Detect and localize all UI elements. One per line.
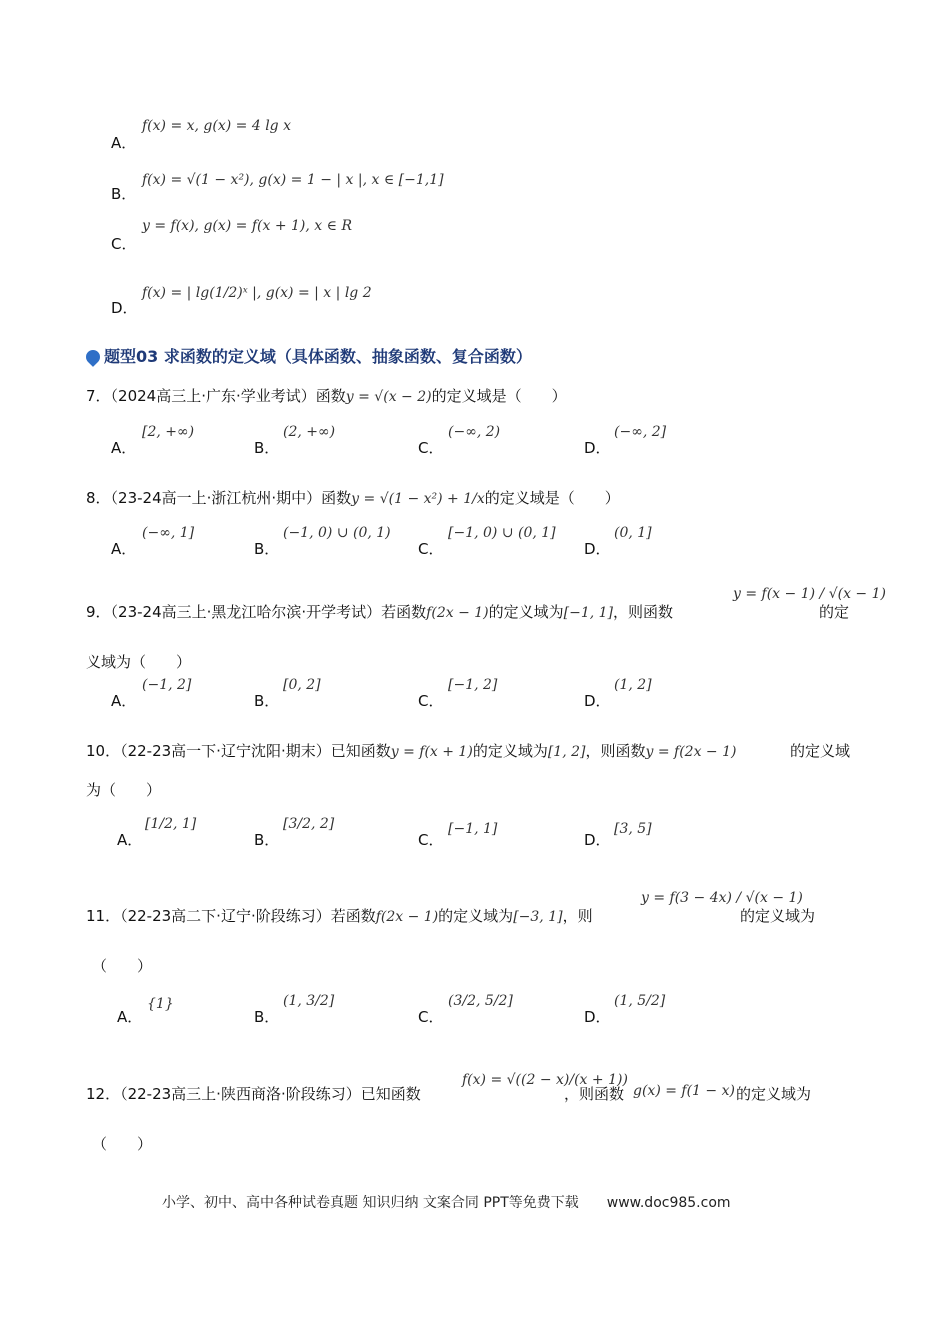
- option-math: (−1, 0) ∪ (0, 1): [283, 525, 391, 541]
- option-label: D．: [111, 299, 138, 317]
- option-math: (−∞, 2): [448, 424, 501, 440]
- question-stem: [86, 905, 593, 926]
- option-label: D．: [584, 1008, 611, 1026]
- option-label: C．: [418, 692, 444, 710]
- question-tail: 的定义域是（ ）: [484, 489, 620, 507]
- option-label: D．: [584, 540, 611, 558]
- question-tail: 的定义域: [790, 742, 851, 760]
- question-continued: 为（ ）: [86, 781, 162, 799]
- question-number: 10．: [86, 742, 121, 760]
- question-tail: 的定义域为: [736, 1085, 812, 1103]
- question-math: f(2x − 1): [375, 909, 439, 925]
- option-label: D．: [584, 692, 611, 710]
- option-label: C．: [418, 540, 444, 558]
- question-math: y = f(2x − 1): [645, 744, 737, 760]
- option-label: B．: [254, 1008, 280, 1026]
- option-math: (−1, 2]: [142, 677, 192, 693]
- section-title: 求函数的定义域（具体函数、抽象函数、复合函数）: [163, 347, 532, 366]
- question-math: y = f(x − 1) / √(x − 1): [733, 586, 886, 602]
- question-source: （22-23高三上·陕西商洛·阶段练习）已知函数: [120, 1085, 421, 1103]
- question-stem: [86, 740, 736, 761]
- question-stem: [86, 601, 673, 622]
- question-source: （2024高三上·广东·学业考试）函数: [110, 387, 346, 405]
- question-number: 7．: [86, 387, 111, 405]
- option-label: B．: [254, 540, 280, 558]
- option-label: A．: [111, 134, 137, 152]
- option-math: (0, 1]: [614, 525, 652, 541]
- option-label: A．: [117, 1008, 143, 1026]
- option-label: C．: [418, 1008, 444, 1026]
- option-math: y = f(x), g(x) = f(x + 1), x ∈ R: [142, 218, 352, 234]
- option-math: [3, 5]: [614, 821, 652, 837]
- question-number: 8．: [86, 489, 111, 507]
- section-number: 03: [136, 347, 159, 366]
- option-math: (1, 3/2]: [283, 993, 335, 1009]
- question-mid: ，则函数: [613, 603, 674, 621]
- question-math: y = √(1 − x²) + 1/x: [351, 491, 485, 507]
- question-stem: [86, 487, 620, 508]
- option-math: [2, +∞): [142, 424, 195, 440]
- section-heading: [86, 344, 532, 367]
- question-source: （23-24高一上·浙江杭州·期中）函数: [110, 489, 352, 507]
- option-math: {1}: [147, 996, 174, 1012]
- option-math: (−∞, 2]: [614, 424, 667, 440]
- option-label: B．: [254, 439, 280, 457]
- option-label: C．: [418, 439, 444, 457]
- option-label: C．: [111, 235, 137, 253]
- option-math: [−1, 0) ∪ (0, 1]: [448, 525, 556, 541]
- question-math: y = f(3 − 4x) / √(x − 1): [641, 890, 803, 906]
- question-stem: [86, 1083, 421, 1104]
- question-math: g(x) = f(1 − x): [633, 1083, 735, 1099]
- option-label: A．: [111, 692, 137, 710]
- option-label: B．: [111, 185, 137, 203]
- option-math: (2, +∞): [283, 424, 336, 440]
- option-label: A．: [111, 540, 137, 558]
- option-label: A．: [111, 439, 137, 457]
- option-math: (3/2, 5/2]: [448, 993, 513, 1009]
- question-math: [−1, 1]: [563, 605, 614, 621]
- question-mid: ，则函数: [585, 742, 646, 760]
- question-number: 11．: [86, 907, 121, 925]
- question-source: （22-23高一下·辽宁沈阳·期末）已知函数: [120, 742, 391, 760]
- question-continued: 义域为（ ）: [86, 653, 192, 671]
- option-math: (1, 5/2]: [614, 993, 666, 1009]
- question-tail: 的定: [819, 603, 850, 621]
- question-mid: ，则函数: [564, 1085, 625, 1103]
- question-number: 12．: [86, 1085, 121, 1103]
- option-math: f(x) = | lg(1/2)ˣ |, g(x) = | x | lg 2: [142, 285, 372, 301]
- option-label: B．: [254, 831, 280, 849]
- option-label: D．: [584, 831, 611, 849]
- option-math: [3/2, 2]: [283, 816, 335, 832]
- question-math: [1, 2]: [547, 744, 586, 760]
- question-math: y = √(x − 2): [345, 389, 432, 405]
- question-source: （22-23高二下·辽宁·阶段练习）若函数: [120, 907, 376, 925]
- question-continued: （ ）: [92, 1135, 153, 1153]
- option-label: D．: [584, 439, 611, 457]
- option-math: [0, 2]: [283, 677, 321, 693]
- question-continued: （ ）: [92, 957, 153, 975]
- question-math: [−3, 1]: [513, 909, 563, 925]
- question-number: 9．: [86, 603, 111, 621]
- question-tail: 的定义域是（ ）: [431, 387, 567, 405]
- option-math: (−∞, 1]: [142, 525, 195, 541]
- question-mid: 的定义域为: [488, 603, 564, 621]
- option-math: (1, 2]: [614, 677, 652, 693]
- section-prefix: 题型: [104, 347, 137, 366]
- option-math: [−1, 2]: [448, 677, 498, 693]
- question-mid: 的定义域为: [438, 907, 514, 925]
- option-label: B．: [254, 692, 280, 710]
- option-math: [−1, 1]: [448, 821, 498, 837]
- question-math: f(x) = √((2 − x)/(x + 1)): [462, 1072, 628, 1088]
- option-label: C．: [418, 831, 444, 849]
- question-source: （23-24高三上·黑龙江哈尔滨·开学考试）若函数: [110, 603, 427, 621]
- question-math: y = f(x + 1): [390, 744, 473, 760]
- location-pin-icon: [83, 347, 103, 367]
- option-label: A．: [117, 831, 143, 849]
- page-footer: 小学、初中、高中各种试卷真题 知识归纳 文案合同 PPT等免费下载 www.doc985.com: [162, 1195, 731, 1211]
- question-stem: [86, 385, 567, 406]
- question-mid: ，则: [562, 907, 593, 925]
- option-math: [1/2, 1]: [145, 816, 197, 832]
- question-math: f(2x − 1): [426, 605, 489, 621]
- question-mid: 的定义域为: [472, 742, 548, 760]
- question-tail: 的定义域为: [740, 907, 816, 925]
- option-math: f(x) = √(1 − x²), g(x) = 1 − | x |, x ∈ [−1,1]: [142, 172, 444, 188]
- option-math: f(x) = x, g(x) = 4 lg x: [142, 118, 291, 134]
